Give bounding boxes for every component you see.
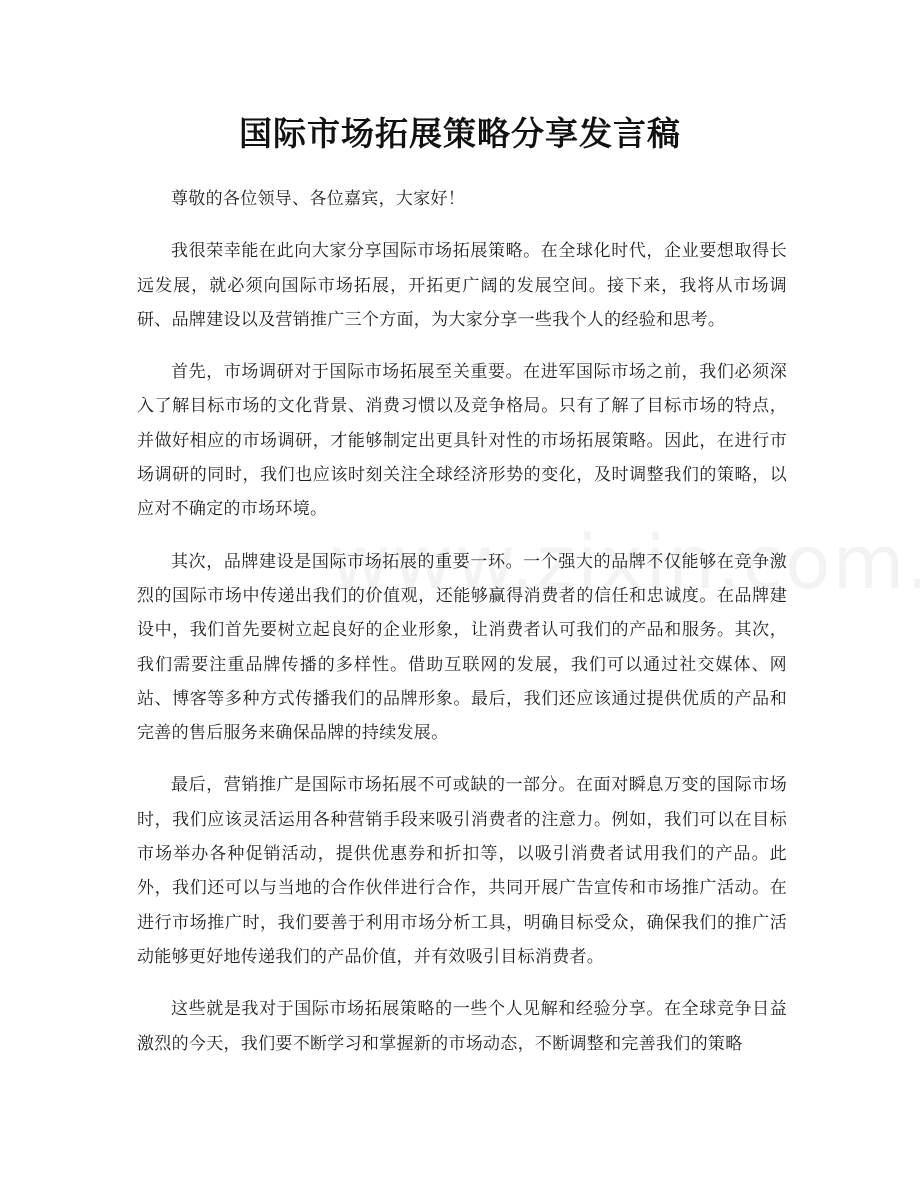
paragraph-market-research: 首先，市场调研对于国际市场拓展至关重要。在进军国际市场之前，我们必须深入了解目标市场的文化背景、消费习惯以及竞争格局。只有了解了目标市场的特点，并做好相应的市场调研，才能够制定出更具针对性的市场拓展策略。因此，在进行市场调研的同时，我们也应该时刻关注全球经济形势的变化，及时调整我们的策略，以应对不确定的市场环境。 bbox=[137, 362, 787, 520]
paragraph-brand-building: 其次，品牌建设是国际市场拓展的重要一环。一个强大的品牌不仅能够在竞争激烈的国际市场中传递出我们的价值观，还能够赢得消费者的信任和忠诚度。在品牌建设中，我们首先要树立起良好的企业形象，让消费者认可我们的产品和服务。其次，我们需要注重品牌传播的多样性。借助互联网的发展，我们可以通过社交媒体、网站、博客等多种方式传播我们的品牌形象。最后，我们还应该通过提供优质的产品和完善的售后服务来确保品牌的持续发展。 bbox=[137, 551, 787, 744]
document-title: 国际市场拓展策略分享发言稿 bbox=[239, 114, 681, 153]
paragraph-marketing: 最后，营销推广是国际市场拓展不可或缺的一部分。在面对瞬息万变的国际市场时，我们应该灵活运用各种营销手段来吸引消费者的注意力。例如，我们可以在目标市场举办各种促销活动，提供优惠券和折扣等，以吸引消费者试用我们的产品。此外，我们还可以与当地的合作伙伴进行合作，共同开展广告宣传和市场推广活动。在进行市场推广时，我们要善于利用市场分析工具，明确目标受众，确保我们的推广活动能够更好地传递我们的产品价值，并有效吸引目标消费者。 bbox=[137, 775, 787, 967]
paragraph-intro: 我很荣幸能在此向大家分享国际市场拓展策略。在全球化时代，企业要想取得长远发展，就必须向国际市场拓展，开拓更广阔的发展空间。接下来，我将从市场调研、品牌建设以及营销推广三个方面，为大家分享一些我个人的经验和思考。 bbox=[137, 241, 787, 330]
paragraph-conclusion: 这些就是我对于国际市场拓展策略的一些个人见解和经验分享。在全球竞争日益激烈的今天，我们要不断学习和掌握新的市场动态，不断调整和完善我们的策略 bbox=[137, 999, 787, 1054]
paragraph-greeting: 尊敬的各位领导、各位嘉宾，大家好！ bbox=[171, 189, 466, 209]
document-body bbox=[137, 182, 787, 1079]
